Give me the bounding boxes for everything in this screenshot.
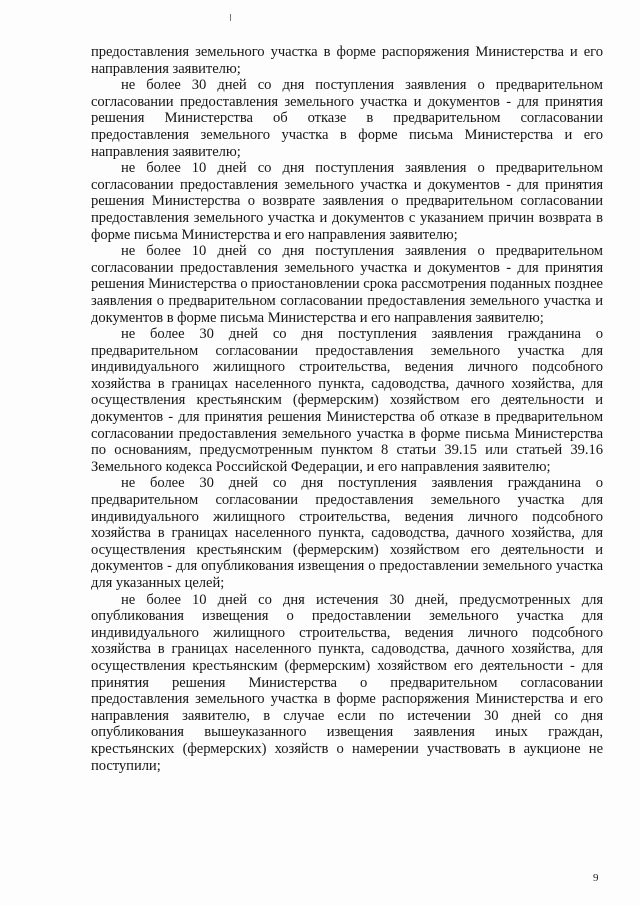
scan-mark <box>230 14 231 21</box>
paragraph: не более 10 дней со дня поступления заявления о предварительном согласовании предоставления земельного участка и документов - для принятия решения Министерства о возврате заявления о предварительном согласовании предоставления земельного участка и документов с указанием причин возврата в форме письма Министерства и его направления заявителю; <box>91 160 603 243</box>
document-body <box>91 44 603 774</box>
paragraph: не более 10 дней со дня истечения 30 дней, предусмотренных для опубликования извещения о предоставлении земельного участка для индивидуального жилищного строительства, ведения личного подсобного хозяйства в границах населенного пункта, садоводства, дачного хозяйства, для осуществления крестьянским (фермерским) хозяйством его деятельности - для принятия решения Министерства о предварительном согласовании предоставления земельного участка в форме распоряжения Министерства и его направления заявителю, в случае если по истечении 30 дней со дня опубликования вышеуказанного извещения заявления иных граждан, крестьянских (фермерских) хозяйств о намерении участвовать в аукционе не поступили; <box>91 591 603 774</box>
paragraph: не более 10 дней со дня поступления заявления о предварительном согласовании предоставления земельного участка и документов - для принятия решения Министерства о приостановлении срока рассмотрения поданных позднее заявления о предварительном согласовании предоставления земельного участка и документов в форме письма Министерства и его направления заявителю; <box>91 243 603 326</box>
paragraph: предоставления земельного участка в форме распоряжения Министерства и его направления заявителю; <box>91 44 603 77</box>
page-number: 9 <box>593 872 599 884</box>
paragraph: не более 30 дней со дня поступления заявления о предварительном согласовании предоставления земельного участка и документов - для принятия решения Министерства об отказе в предварительном согласовании предоставления земельного участка в форме письма Министерства и его направления заявителю; <box>91 77 603 160</box>
paragraph: не более 30 дней со дня поступления заявления гражданина о предварительном согласовании предоставления земельного участка для индивидуального жилищного строительства, ведения личного подсобного хозяйства в границах населенного пункта, садоводства, дачного хозяйства, для осуществления крестьянским (фермерским) хозяйством его деятельности и документов - для опубликования извещения о предоставлении земельного участка для указанных целей; <box>91 475 603 591</box>
paragraph: не более 30 дней со дня поступления заявления гражданина о предварительном согласовании предоставления земельного участка для индивидуального жилищного строительства, ведения личного подсобного хозяйства в границах населенного пункта, садоводства, дачного хозяйства, для осуществления крестьянским (фермерским) хозяйством его деятельности и документов - для принятия решения Министерства об отказе в предварительном согласовании предоставления земельного участка в форме письма Министерства по основаниям, предусмотренным пунктом 8 статьи 39.15 или статьей 39.16 Земельного кодекса Российской Федерации, и его направления заявителю; <box>91 326 603 475</box>
